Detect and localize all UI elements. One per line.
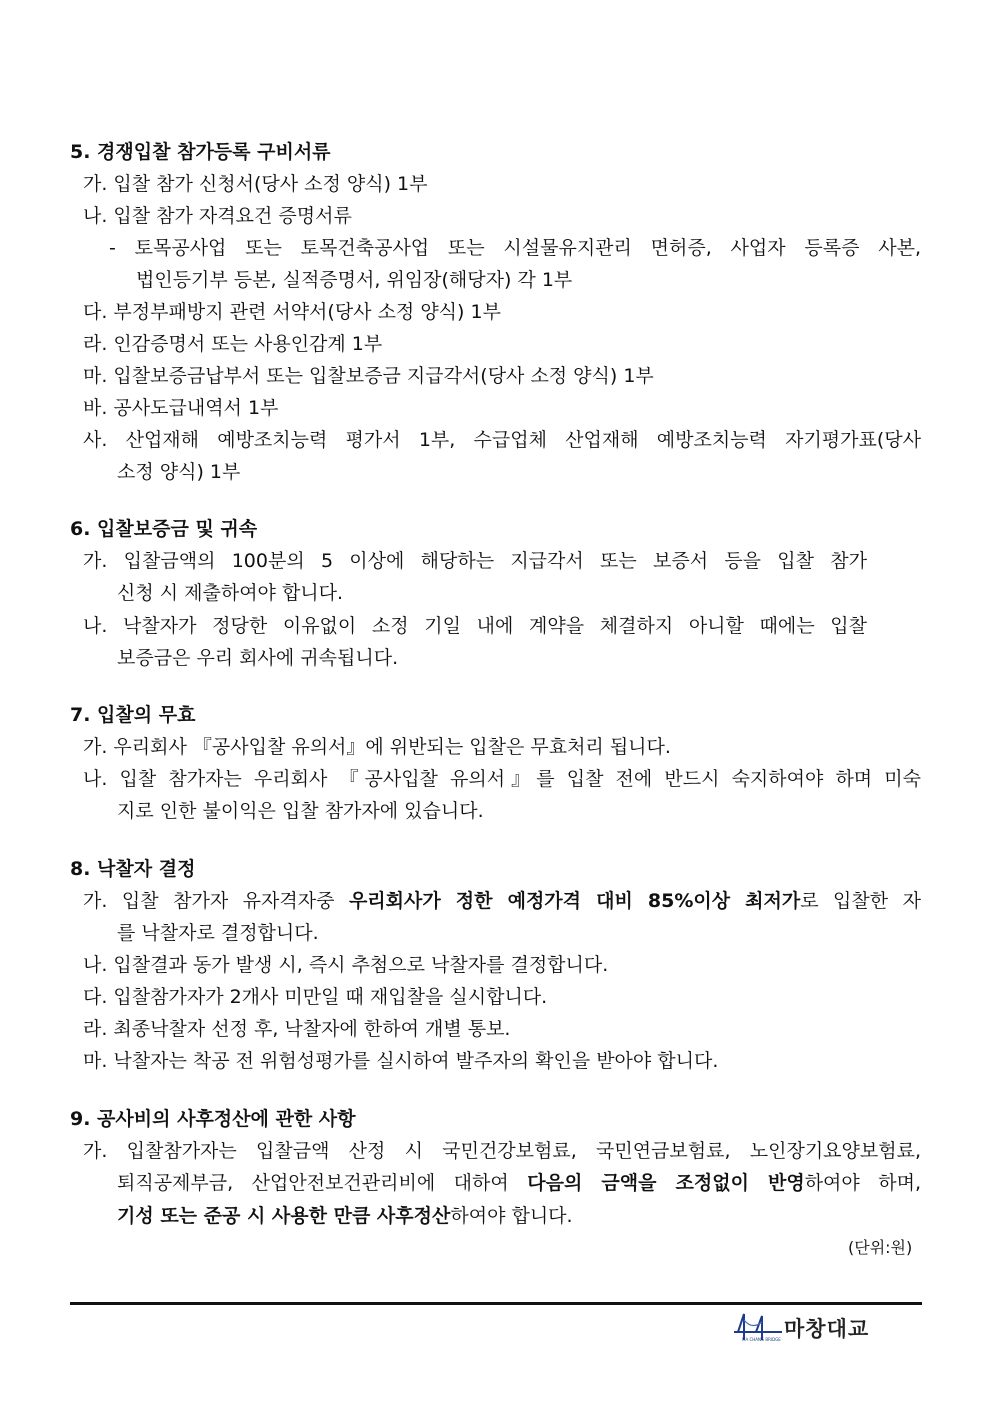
section-5-item-sa: 사. 산업재해 예방조치능력 평가서 1부, 수급업체 산업재해 예방조치능력 자기평가표(당사 xyxy=(83,429,921,451)
section-8-item-ma: 마. 낙찰자는 착공 전 위험성평가를 실시하여 발주자의 확인을 받아야 합니다. xyxy=(83,1050,719,1072)
section-9-line3-post: 하여야 합니다. xyxy=(450,1205,573,1227)
section-9-line2-pre: 퇴직공제부금, 산업안전보건관리비에 대하여 xyxy=(117,1172,528,1194)
logo-small-text: MA CHANG BRIDGE xyxy=(742,1337,781,1342)
section-8-item-ga-pre: 가. 입찰 참가자 유자격자중 xyxy=(83,890,349,912)
section-5-item-na-detail: - 토목공사업 또는 토목건축공사업 또는 시설물유지관리 면허증, 사업자 등록증 사본, xyxy=(109,237,921,259)
section-7-item-na: 나. 입찰 참가자는 우리회사 『공사입찰 유의서』를 입찰 전에 반드시 숙지하여야 하며 미숙 xyxy=(83,768,921,790)
section-8-title: 8. 낙찰자 결정 xyxy=(70,858,196,880)
section-5-item-da: 다. 부정부패방지 관련 서약서(당사 소정 양식) 1부 xyxy=(83,301,501,323)
bridge-logo-icon xyxy=(732,1310,784,1344)
section-9-line3-bold: 기성 또는 준공 시 사용한 만큼 사후정산 xyxy=(117,1205,451,1227)
logo-text: 마창대교 xyxy=(784,1317,870,1341)
section-6-item-na-cont: 보증금은 우리 회사에 귀속됩니다. xyxy=(117,647,399,669)
footer-divider xyxy=(70,1302,922,1305)
section-9-title: 9. 공사비의 사후정산에 관한 사항 xyxy=(70,1108,356,1130)
section-9-line2-bold: 다음의 금액을 조정없이 반영 xyxy=(527,1172,805,1194)
section-6-item-ga: 가. 입찰금액의 100분의 5 이상에 해당하는 지급각서 또는 보증서 등을 입찰 참가 xyxy=(83,550,867,572)
section-8-item-da: 다. 입찰참가자가 2개사 미만일 때 재입찰을 실시합니다. xyxy=(83,986,548,1008)
section-5-item-na: 나. 입찰 참가 자격요건 증명서류 xyxy=(83,205,352,227)
section-8-item-ra: 라. 최종낙찰자 선정 후, 낙찰자에 한하여 개별 통보. xyxy=(83,1018,511,1040)
section-8-item-ga-post: 로 입찰한 자 xyxy=(800,890,921,912)
section-9-item-ga-line3 xyxy=(117,1200,573,1232)
section-5-item-sa-cont: 소정 양식) 1부 xyxy=(117,461,241,483)
section-8-item-na: 나. 입찰결과 동가 발생 시, 즉시 추첨으로 낙찰자를 결정합니다. xyxy=(83,954,609,976)
section-6-item-ga-cont: 신청 시 제출하여야 합니다. xyxy=(117,582,344,604)
section-5-item-ga: 가. 입찰 참가 신청서(당사 소정 양식) 1부 xyxy=(83,173,428,195)
section-6-item-na: 나. 낙찰자가 정당한 이유없이 소정 기일 내에 계약을 체결하지 아니할 때에는 입찰 xyxy=(83,615,867,637)
section-5-item-ma: 마. 입찰보증금납부서 또는 입찰보증금 지급각서(당사 소정 양식) 1부 xyxy=(83,365,654,387)
unit-note: (단위:원) xyxy=(848,1238,913,1257)
section-5-item-ra: 라. 인감증명서 또는 사용인감계 1부 xyxy=(83,333,383,355)
section-5-item-na-detail-cont: 법인등기부 등본, 실적증명서, 위임장(해당자) 각 1부 xyxy=(136,269,573,291)
section-7-item-ga: 가. 우리회사 『공사입찰 유의서』에 위반되는 입찰은 무효처리 됩니다. xyxy=(83,736,671,758)
section-9-item-ga: 가. 입찰참가자는 입찰금액 산정 시 국민건강보험료, 국민연금보험료, 노인장기요양보험료, xyxy=(83,1140,921,1162)
section-9-line2-post: 하여야 하며, xyxy=(804,1172,922,1194)
section-8-item-ga-bold: 우리회사가 정한 예정가격 대비 85%이상 최저가 xyxy=(348,890,801,912)
section-5-title: 5. 경쟁입찰 참가등록 구비서류 xyxy=(70,141,331,163)
company-logo xyxy=(732,1310,922,1350)
section-5-item-ba: 바. 공사도급내역서 1부 xyxy=(83,397,279,419)
section-9-item-ga-line2 xyxy=(117,1167,921,1199)
section-8-item-ga-cont: 를 낙찰자로 결정합니다. xyxy=(117,922,319,944)
section-7-item-na-cont: 지로 인한 불이익은 입찰 참가자에 있습니다. xyxy=(117,800,484,822)
section-8-item-ga xyxy=(83,885,921,917)
section-6-title: 6. 입찰보증금 및 귀속 xyxy=(70,518,258,540)
section-7-title: 7. 입찰의 무효 xyxy=(70,704,196,726)
